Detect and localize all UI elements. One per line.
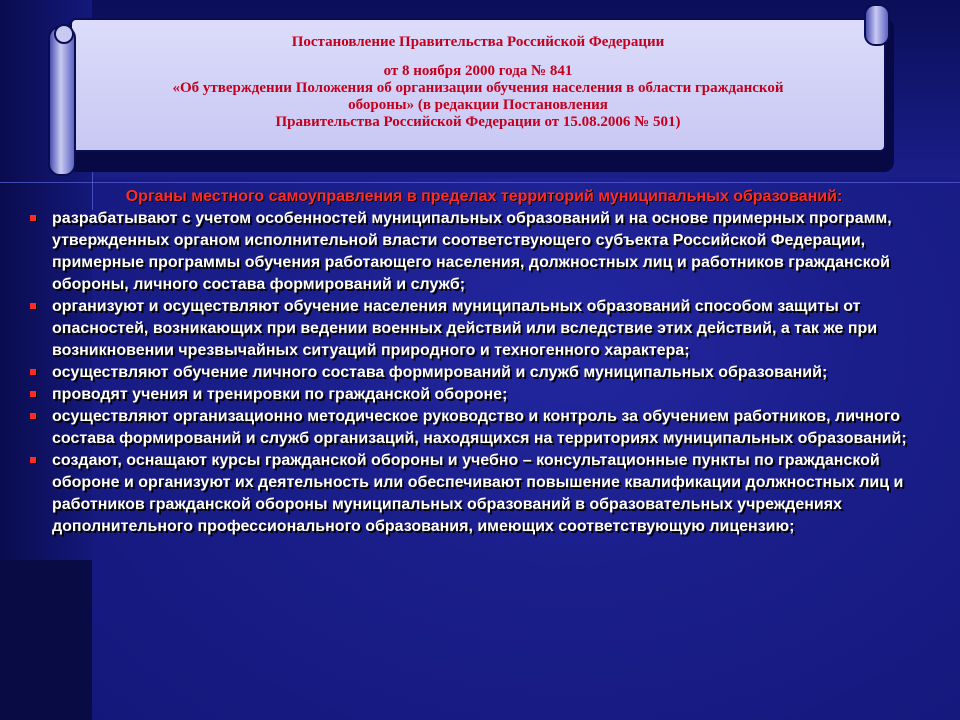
banner-subject-line1: «Об утверждении Положения об организации обучения населения в области гражданской bbox=[172, 80, 784, 96]
list-item bbox=[28, 406, 928, 450]
list-item-text: проводят учения и тренировки по гражданской обороне; bbox=[52, 386, 508, 403]
duties-list bbox=[28, 208, 928, 538]
title-scroll-banner bbox=[48, 4, 894, 172]
bullet-icon bbox=[30, 457, 36, 463]
list-item-text: организуют и осуществляют обучение населения муниципальных образований способом защиты от опасностей, возникающих при ведении военных действий или вследствие этих действий, а так же при возникновении чрезвычайных ситуаций природного и техногенного характера; bbox=[52, 298, 878, 359]
list-item bbox=[28, 208, 928, 296]
banner-subject-line3: Правительства Российской Федерации от 15.08.2006 № 501) bbox=[275, 114, 681, 130]
scroll-roll-right-icon bbox=[864, 4, 890, 46]
section-heading: Органы местного самоуправления в пределах территорий муниципальных образований: bbox=[125, 188, 843, 205]
scroll-paper bbox=[70, 18, 886, 152]
list-item bbox=[28, 362, 928, 384]
list-item-text: осуществляют организационно методическое руководство и контроль за обучением работников, личного состава формирований и служб организаций, находящихся на территориях муниципальных образований; bbox=[52, 408, 907, 447]
banner-date: от 8 ноября 2000 года № 841 bbox=[383, 63, 573, 79]
list-item-text: осуществляют обучение личного состава формирований и служб муниципальных образований; bbox=[52, 364, 828, 381]
bullet-icon bbox=[30, 391, 36, 397]
bullet-icon bbox=[30, 369, 36, 375]
bullet-icon bbox=[30, 413, 36, 419]
list-item bbox=[28, 384, 928, 406]
decorative-horizontal-line bbox=[0, 182, 960, 183]
list-item-text: создают, оснащают курсы гражданской обороны и учебно – консультационные пункты по гражданской обороне и организуют их деятельность или обеспечивают повышение квалификации должностных лиц и работников гражданской обороны муниципальных образований в образовательных учреждениях дополнительного профессионального образования, имеющих соответствующую лицензию; bbox=[52, 452, 904, 535]
bullet-icon bbox=[30, 215, 36, 221]
bullet-icon bbox=[30, 303, 36, 309]
list-item bbox=[28, 296, 928, 362]
scroll-roll-left-icon bbox=[48, 26, 76, 176]
list-item-text: разрабатывают с учетом особенностей муниципальных образований и на основе примерных программ, утвержденных органом исполнительной власти соответствующего субъекта Российской Федерации, примерные программы обучения работающего населения, должностных лиц и работников гражданской обороны, личного состава формирований и служб; bbox=[52, 210, 892, 293]
banner-title: Постановление Правительства Российской Федерации bbox=[291, 34, 665, 50]
banner-subject-line2: обороны» (в редакции Постановления bbox=[348, 97, 608, 113]
list-item bbox=[28, 450, 928, 538]
slide-content bbox=[28, 186, 928, 538]
background-corner bbox=[0, 560, 92, 720]
